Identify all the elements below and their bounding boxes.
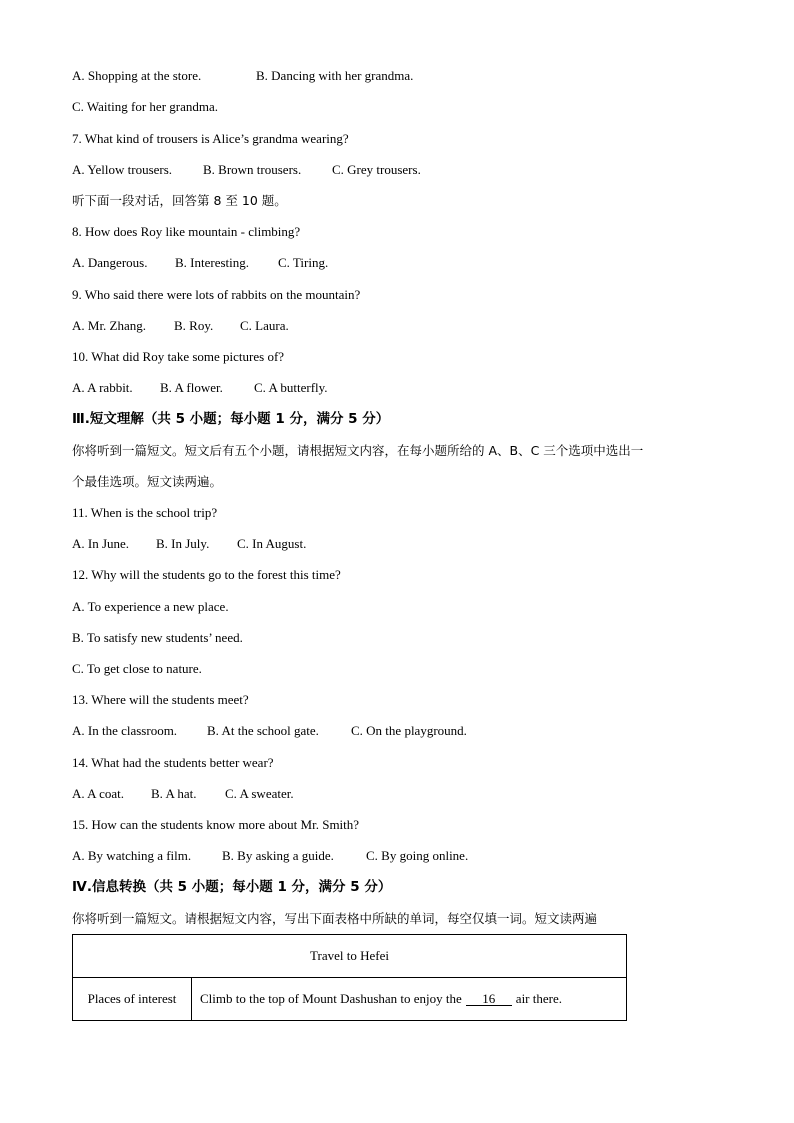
q10-question: 10. What did Roy take some pictures of? [72, 349, 285, 364]
q7-options [72, 162, 421, 178]
q8-option-b[interactable]: B. Interesting. [175, 255, 250, 270]
q11-option-b[interactable]: B. In July. [156, 536, 210, 551]
table-title: Travel to Hefei [73, 935, 627, 978]
q6-options [72, 68, 413, 84]
q9-option-b[interactable]: B. Roy. [174, 318, 214, 333]
q14-option-c[interactable]: C. A sweater. [225, 786, 294, 801]
q13-option-c[interactable]: C. On the playground. [351, 723, 467, 738]
q9-question: 9. Who said there were lots of rabbits on the mountain? [72, 287, 361, 302]
info-table [72, 934, 627, 1021]
q10-option-a[interactable]: A. A rabbit. [72, 380, 133, 395]
q12-option-c[interactable]: C. To get close to nature. [72, 661, 202, 676]
q11-option-a[interactable]: A. In June. [72, 536, 130, 551]
q15-options [72, 848, 468, 864]
q11-question: 11. When is the school trip? [72, 505, 218, 520]
section3-heading: Ⅲ.短文理解（共 5 小题；每小题 1 分，满分 5 分） [72, 411, 390, 427]
q14-option-a[interactable]: A. A coat. [72, 786, 124, 801]
table-row [73, 978, 627, 1021]
q11-option-c[interactable]: C. In August. [237, 536, 307, 551]
q10-option-b[interactable]: B. A flower. [160, 380, 223, 395]
q12-question: 12. Why will the students go to the forest this time? [72, 567, 341, 582]
q8-options [72, 255, 328, 271]
dialog-instruction: 听下面一段对话，回答第 8 至 10 题。 [72, 193, 287, 208]
q15-option-a[interactable]: A. By watching a film. [72, 848, 192, 863]
table-title-row [73, 935, 627, 978]
q15-option-b[interactable]: B. By asking a guide. [222, 848, 334, 863]
q15-question: 15. How can the students know more about Mr. Smith? [72, 817, 360, 832]
q9-options [72, 318, 289, 334]
q13-option-b[interactable]: B. At the school gate. [207, 723, 319, 738]
section3-instruction-line1: 你将听到一篇短文。短文后有五个小题，请根据短文内容，在每小题所给的 A、B、C 三个选项中选出一 [72, 443, 644, 458]
q8-option-c[interactable]: C. Tiring. [278, 255, 329, 270]
q7-option-a[interactable]: A. Yellow trousers. [72, 162, 173, 177]
q14-option-b[interactable]: B. A hat. [151, 786, 197, 801]
section4-instruction: 你将听到一篇短文。请根据短文内容，写出下面表格中所缺的单词，每空仅填一词。短文读两遍 [72, 911, 598, 926]
table-row-content [192, 978, 627, 1021]
blank-16[interactable]: 16 [466, 992, 512, 1006]
section4-heading: Ⅳ.信息转换（共 5 小题；每小题 1 分，满分 5 分） [72, 879, 392, 895]
q6-option-b[interactable]: B. Dancing with her grandma. [256, 68, 414, 83]
table-text-before: Climb to the top of Mount Dashushan to enjoy the [200, 991, 462, 1006]
q13-options [72, 723, 467, 739]
table-text-after: air there. [515, 991, 562, 1006]
q11-options [72, 536, 306, 552]
q6-option-c[interactable]: C. Waiting for her grandma. [72, 99, 219, 114]
table-row-label: Places of interest [73, 978, 192, 1021]
q8-option-a[interactable]: A. Dangerous. [72, 255, 148, 270]
q13-option-a[interactable]: A. In the classroom. [72, 723, 178, 738]
q7-question: 7. What kind of trousers is Alice’s grandma wearing? [72, 131, 349, 146]
q7-option-b[interactable]: B. Brown trousers. [203, 162, 302, 177]
q10-option-c[interactable]: C. A butterfly. [254, 380, 328, 395]
q8-question: 8. How does Roy like mountain - climbing? [72, 224, 301, 239]
q12-option-a[interactable]: A. To experience a new place. [72, 599, 229, 614]
q13-question: 13. Where will the students meet? [72, 692, 249, 707]
q9-option-a[interactable]: A. Mr. Zhang. [72, 318, 147, 333]
q10-options [72, 380, 328, 396]
q12-option-b[interactable]: B. To satisfy new students’ need. [72, 630, 243, 645]
q14-question: 14. What had the students better wear? [72, 755, 274, 770]
q14-options [72, 786, 294, 802]
q9-option-c[interactable]: C. Laura. [240, 318, 289, 333]
section3-instruction-line2: 个最佳选项。短文读两遍。 [72, 474, 223, 489]
q15-option-c[interactable]: C. By going online. [366, 848, 469, 863]
q6-option-a[interactable]: A. Shopping at the store. [72, 68, 202, 83]
q7-option-c[interactable]: C. Grey trousers. [332, 162, 421, 177]
